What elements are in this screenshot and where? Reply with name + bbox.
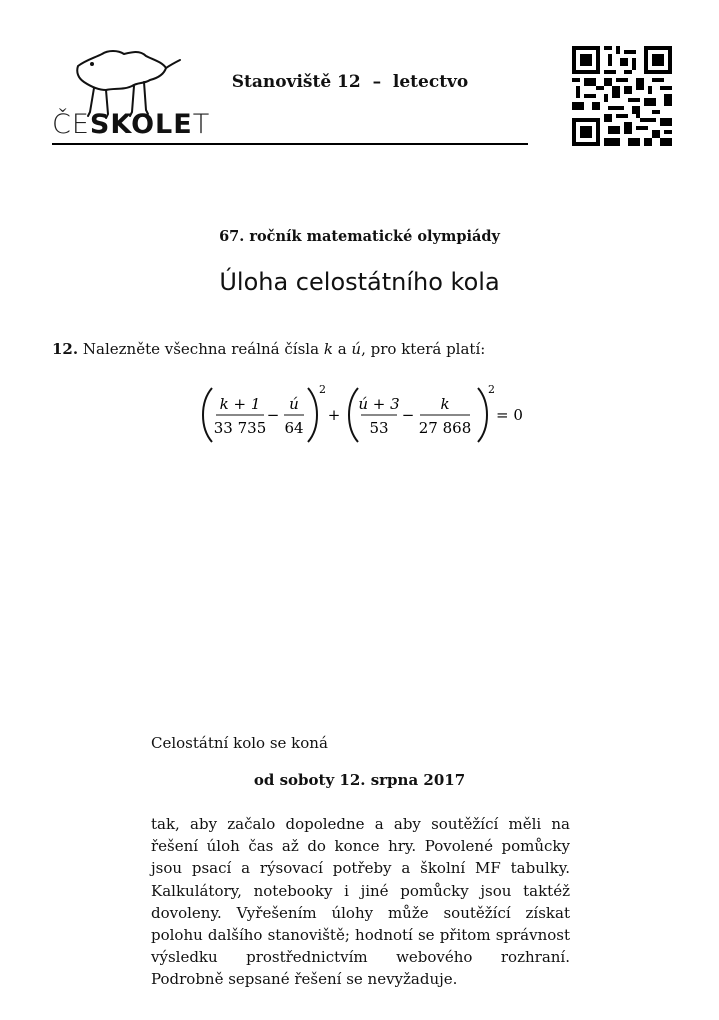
fraction-2-numerator: ú bbox=[289, 395, 299, 413]
fraction-4-denominator: 27 868 bbox=[418, 419, 472, 437]
intro-line: Celostátní kolo se koná bbox=[151, 734, 328, 752]
paren-open-2 bbox=[349, 388, 358, 442]
qr-code-icon bbox=[572, 46, 672, 146]
station-topic: letectvo bbox=[392, 72, 469, 92]
fraction-1-denominator: 33 735 bbox=[213, 419, 267, 437]
equation bbox=[198, 380, 528, 450]
station-label: Stanoviště 12 bbox=[231, 72, 361, 92]
problem-statement bbox=[52, 340, 485, 358]
problem-text-before: Nalezněte všechna reálná čísla bbox=[82, 340, 320, 358]
equals-zero: = 0 bbox=[496, 406, 523, 424]
problem-number: 12. bbox=[52, 340, 79, 358]
fraction-3-numerator: ú + 3 bbox=[358, 395, 400, 413]
logo-wordmark bbox=[52, 110, 210, 140]
event-date: od soboty 12. srpna 2017 bbox=[253, 771, 466, 789]
paren-close-1 bbox=[308, 388, 317, 442]
minus-sign-1: − bbox=[266, 406, 280, 424]
variable-k: k bbox=[323, 340, 333, 358]
station-title bbox=[200, 72, 500, 92]
variable-u: ú bbox=[351, 340, 362, 358]
problem-text-after: , pro která platí: bbox=[361, 340, 486, 358]
minus-sign-2: − bbox=[401, 406, 415, 424]
exponent-1: 2 bbox=[319, 383, 326, 396]
fraction-1-numerator: k + 1 bbox=[219, 395, 261, 413]
header-rule bbox=[52, 143, 528, 145]
problem-conjunction: a bbox=[337, 340, 347, 358]
paren-close-2 bbox=[478, 388, 487, 442]
paren-open-1 bbox=[203, 388, 212, 442]
exponent-2: 2 bbox=[488, 383, 495, 396]
fraction-2-denominator: 64 bbox=[284, 419, 304, 437]
olympiad-line: 67. ročník matematické olympiády bbox=[219, 228, 500, 245]
logo-text-bold: SKOLE bbox=[89, 109, 193, 140]
logo-text-light: ČE bbox=[52, 109, 90, 140]
plus-sign: + bbox=[327, 406, 341, 424]
logo-text-light-end: T bbox=[192, 109, 211, 140]
task-title: Úloha celostátního kola bbox=[219, 268, 500, 296]
rules-paragraph: tak, aby začalo dopoledne a aby soutěžící měli na řešení úloh čas až do konce hry. Povolené pomůcky jsou psací a rýsovací potřeby a školní MF tabulky. Kalkulátory, notebooky i jiné pomůcky jsou taktéž dovoleny. Vyřešením úlohy může soutěžící získat polohu dalšího stanoviště; hodnotí se přitom správnost výsledku prostřednictvím webového rozhraní. Podrobně sepsané řešení se nevyžaduje. bbox=[151, 815, 570, 989]
fraction-3-denominator: 53 bbox=[369, 419, 389, 437]
station-dash: – bbox=[372, 72, 382, 92]
fraction-4-numerator: k bbox=[440, 395, 450, 413]
